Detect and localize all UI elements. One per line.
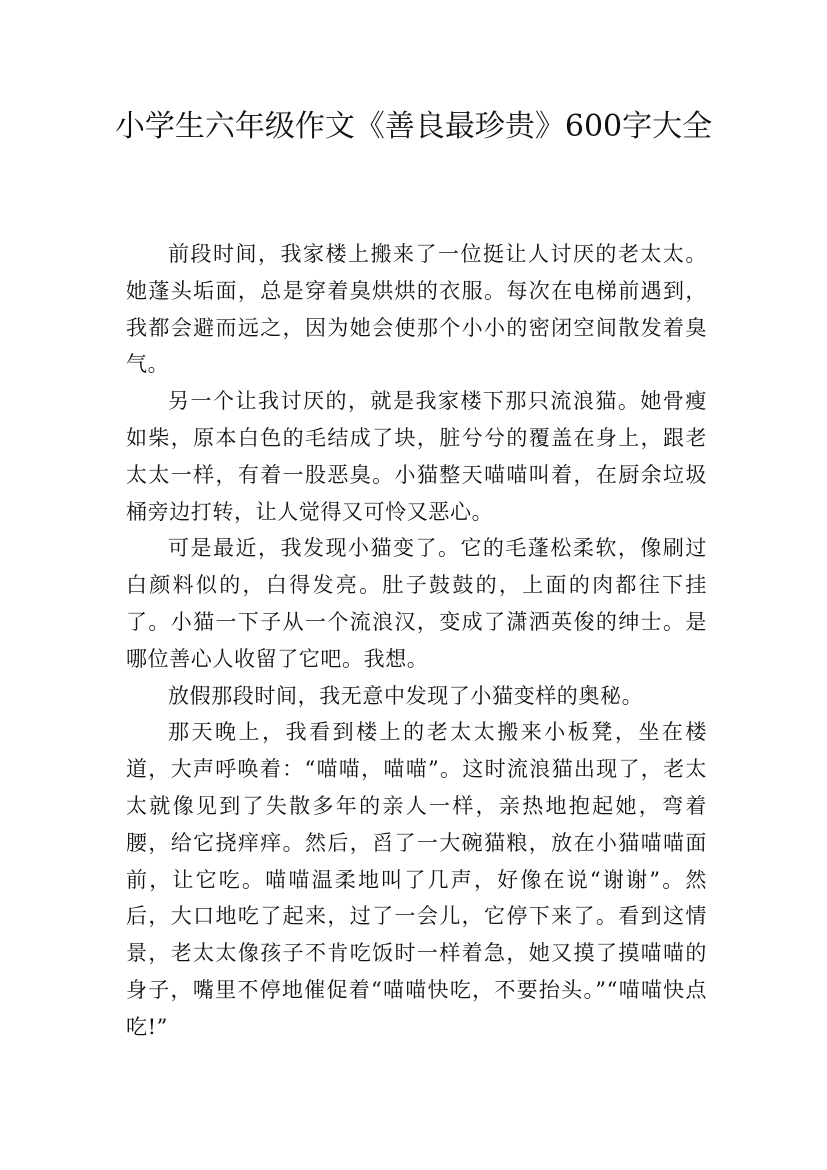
paragraph: 那天晚上，我看到楼上的老太太搬来小板凳，坐在楼道，大声呼唤着：“喵喵，喵喵”。这时流浪猫出现了，老太太就像见到了失散多年的亲人一样，亲热地抱起她，弯着腰，给它挠痒痒。然后，舀了一大碗猫粮，放在小猫喵喵面前，让它吃。喵喵温柔地叫了几声，好像在说“谢谢”。然后，大口地吃了起来，过了一会儿，它停下来了。看到这情景，老太太像孩子不肯吃饭时一样着急，她又摸了摸喵喵的身子，嘴里不停地催促着“喵喵快吃，不要抬头。”“喵喵快点吃!” [126,720,707,1039]
paragraph: 可是最近，我发现小猫变了。它的毛蓬松柔软，像刷过白颜料似的，白得发亮。肚子鼓鼓的，上面的肉都往下挂了。小猫一下子从一个流浪汉，变成了潇洒英俊的绅士。是哪位善心人收留了它吧。我想。 [126,536,707,671]
document-body [126,236,707,1046]
paragraph: 另一个让我讨厌的，就是我家楼下那只流浪猫。她骨瘦如柴，原本白色的毛结成了块，脏兮兮的覆盖在身上，跟老太太一样，有着一股恶臭。小猫整天喵喵叫着，在厨余垃圾桶旁边打转，让人觉得又可怜又恶心。 [126,389,707,524]
paragraph: 放假那段时间，我无意中发现了小猫变样的奥秘。 [168,683,644,708]
paragraph: 前段时间，我家楼上搬来了一位挺让人讨厌的老太太。她蓬头垢面，总是穿着臭烘烘的衣服。每次在电梯前遇到，我都会避而远之，因为她会使那个小小的密闭空间散发着臭气。 [126,242,707,377]
document-title: 小学生六年级作文《善良最珍贵》600字大全 [114,109,713,144]
